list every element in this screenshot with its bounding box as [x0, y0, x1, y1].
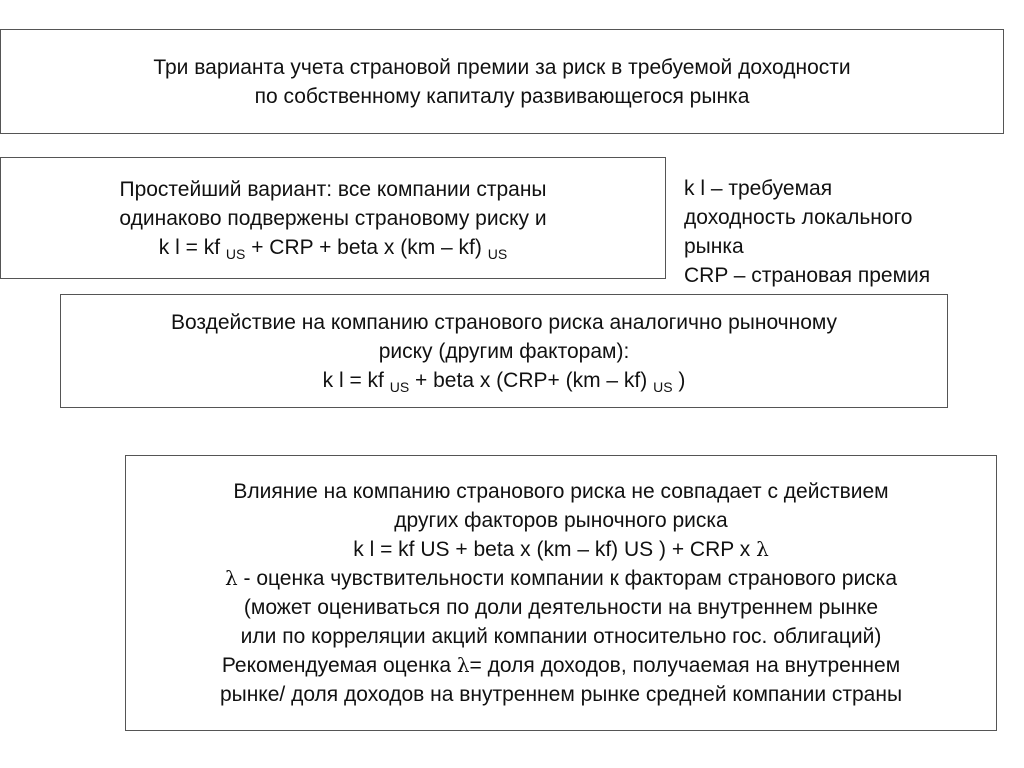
market-variant-line-2: риску (другим факторам): — [378, 339, 630, 363]
lambda-variant-line-6: или по корреляции акций компании относительно гос. облигаций) — [240, 625, 882, 648]
formula-part: k l = kf — [158, 235, 226, 259]
formula-part: + beta x (CRP+ (km – kf) — [409, 368, 654, 392]
legend-line-1: k l – требуемая — [684, 177, 833, 200]
lambda-variant-formula — [353, 535, 769, 564]
lambda-variant-line-8: рынке/ доля доходов на внутреннем рынке средней компании страны — [219, 683, 903, 706]
simple-variant-box — [0, 157, 666, 279]
lambda-symbol: λ — [224, 566, 238, 590]
simple-variant-line-1: Простейший вариант: все компании страны — [119, 177, 547, 201]
recommendation-text: = доля доходов, получаемая на внутреннем — [469, 654, 901, 677]
formula-subscript: US — [487, 245, 508, 262]
market-variant-box — [60, 294, 948, 408]
legend-notes — [684, 174, 1014, 290]
formula-subscript: US — [225, 245, 246, 262]
title-line-1: Три варианта учета страновой премии за риск в требуемой доходности — [153, 55, 851, 79]
lambda-variant-line-4 — [225, 564, 897, 593]
lambda-variant-line-5: (может оцениваться по доли деятельности на внутреннем рынке — [243, 596, 879, 619]
lambda-symbol: λ — [756, 537, 769, 561]
market-variant-formula — [323, 366, 686, 395]
simple-variant-line-2: одинаково подвержены страновому риску и — [119, 206, 547, 230]
formula-subscript: US — [653, 378, 673, 395]
formula-part: k l = kf — [322, 368, 390, 392]
lambda-definition: - оценка чувствительности компании к факторам странового риска — [237, 567, 898, 590]
formula-subscript: US — [389, 378, 410, 395]
legend-line-4: CRP – страновая премия — [684, 264, 931, 287]
title-line-2: по собственному капиталу развивающегося рынка — [254, 84, 750, 108]
title-box — [0, 29, 1004, 134]
lambda-variant-line-1: Влияние на компанию странового риска не совпадает с действием — [233, 480, 889, 503]
simple-variant-formula — [159, 233, 507, 262]
market-variant-line-1: Воздействие на компанию странового риска аналогично рыночному — [170, 310, 838, 334]
legend-line-3: рынка — [684, 235, 744, 258]
formula-part: + CRP + beta x (km – kf) — [245, 235, 488, 259]
lambda-variant-line-7 — [222, 651, 900, 680]
formula-part: ) — [672, 368, 686, 392]
lambda-variant-line-2: других факторов рыночного риска — [394, 509, 728, 532]
lambda-symbol: λ — [456, 653, 470, 677]
lambda-variant-box — [125, 455, 997, 731]
legend-line-2: доходность локального — [684, 206, 913, 229]
recommendation-label: Рекомендуемая оценка — [221, 654, 457, 677]
formula-part: k l = kf US + beta x (km – kf) US ) + CRP x — [353, 538, 757, 561]
